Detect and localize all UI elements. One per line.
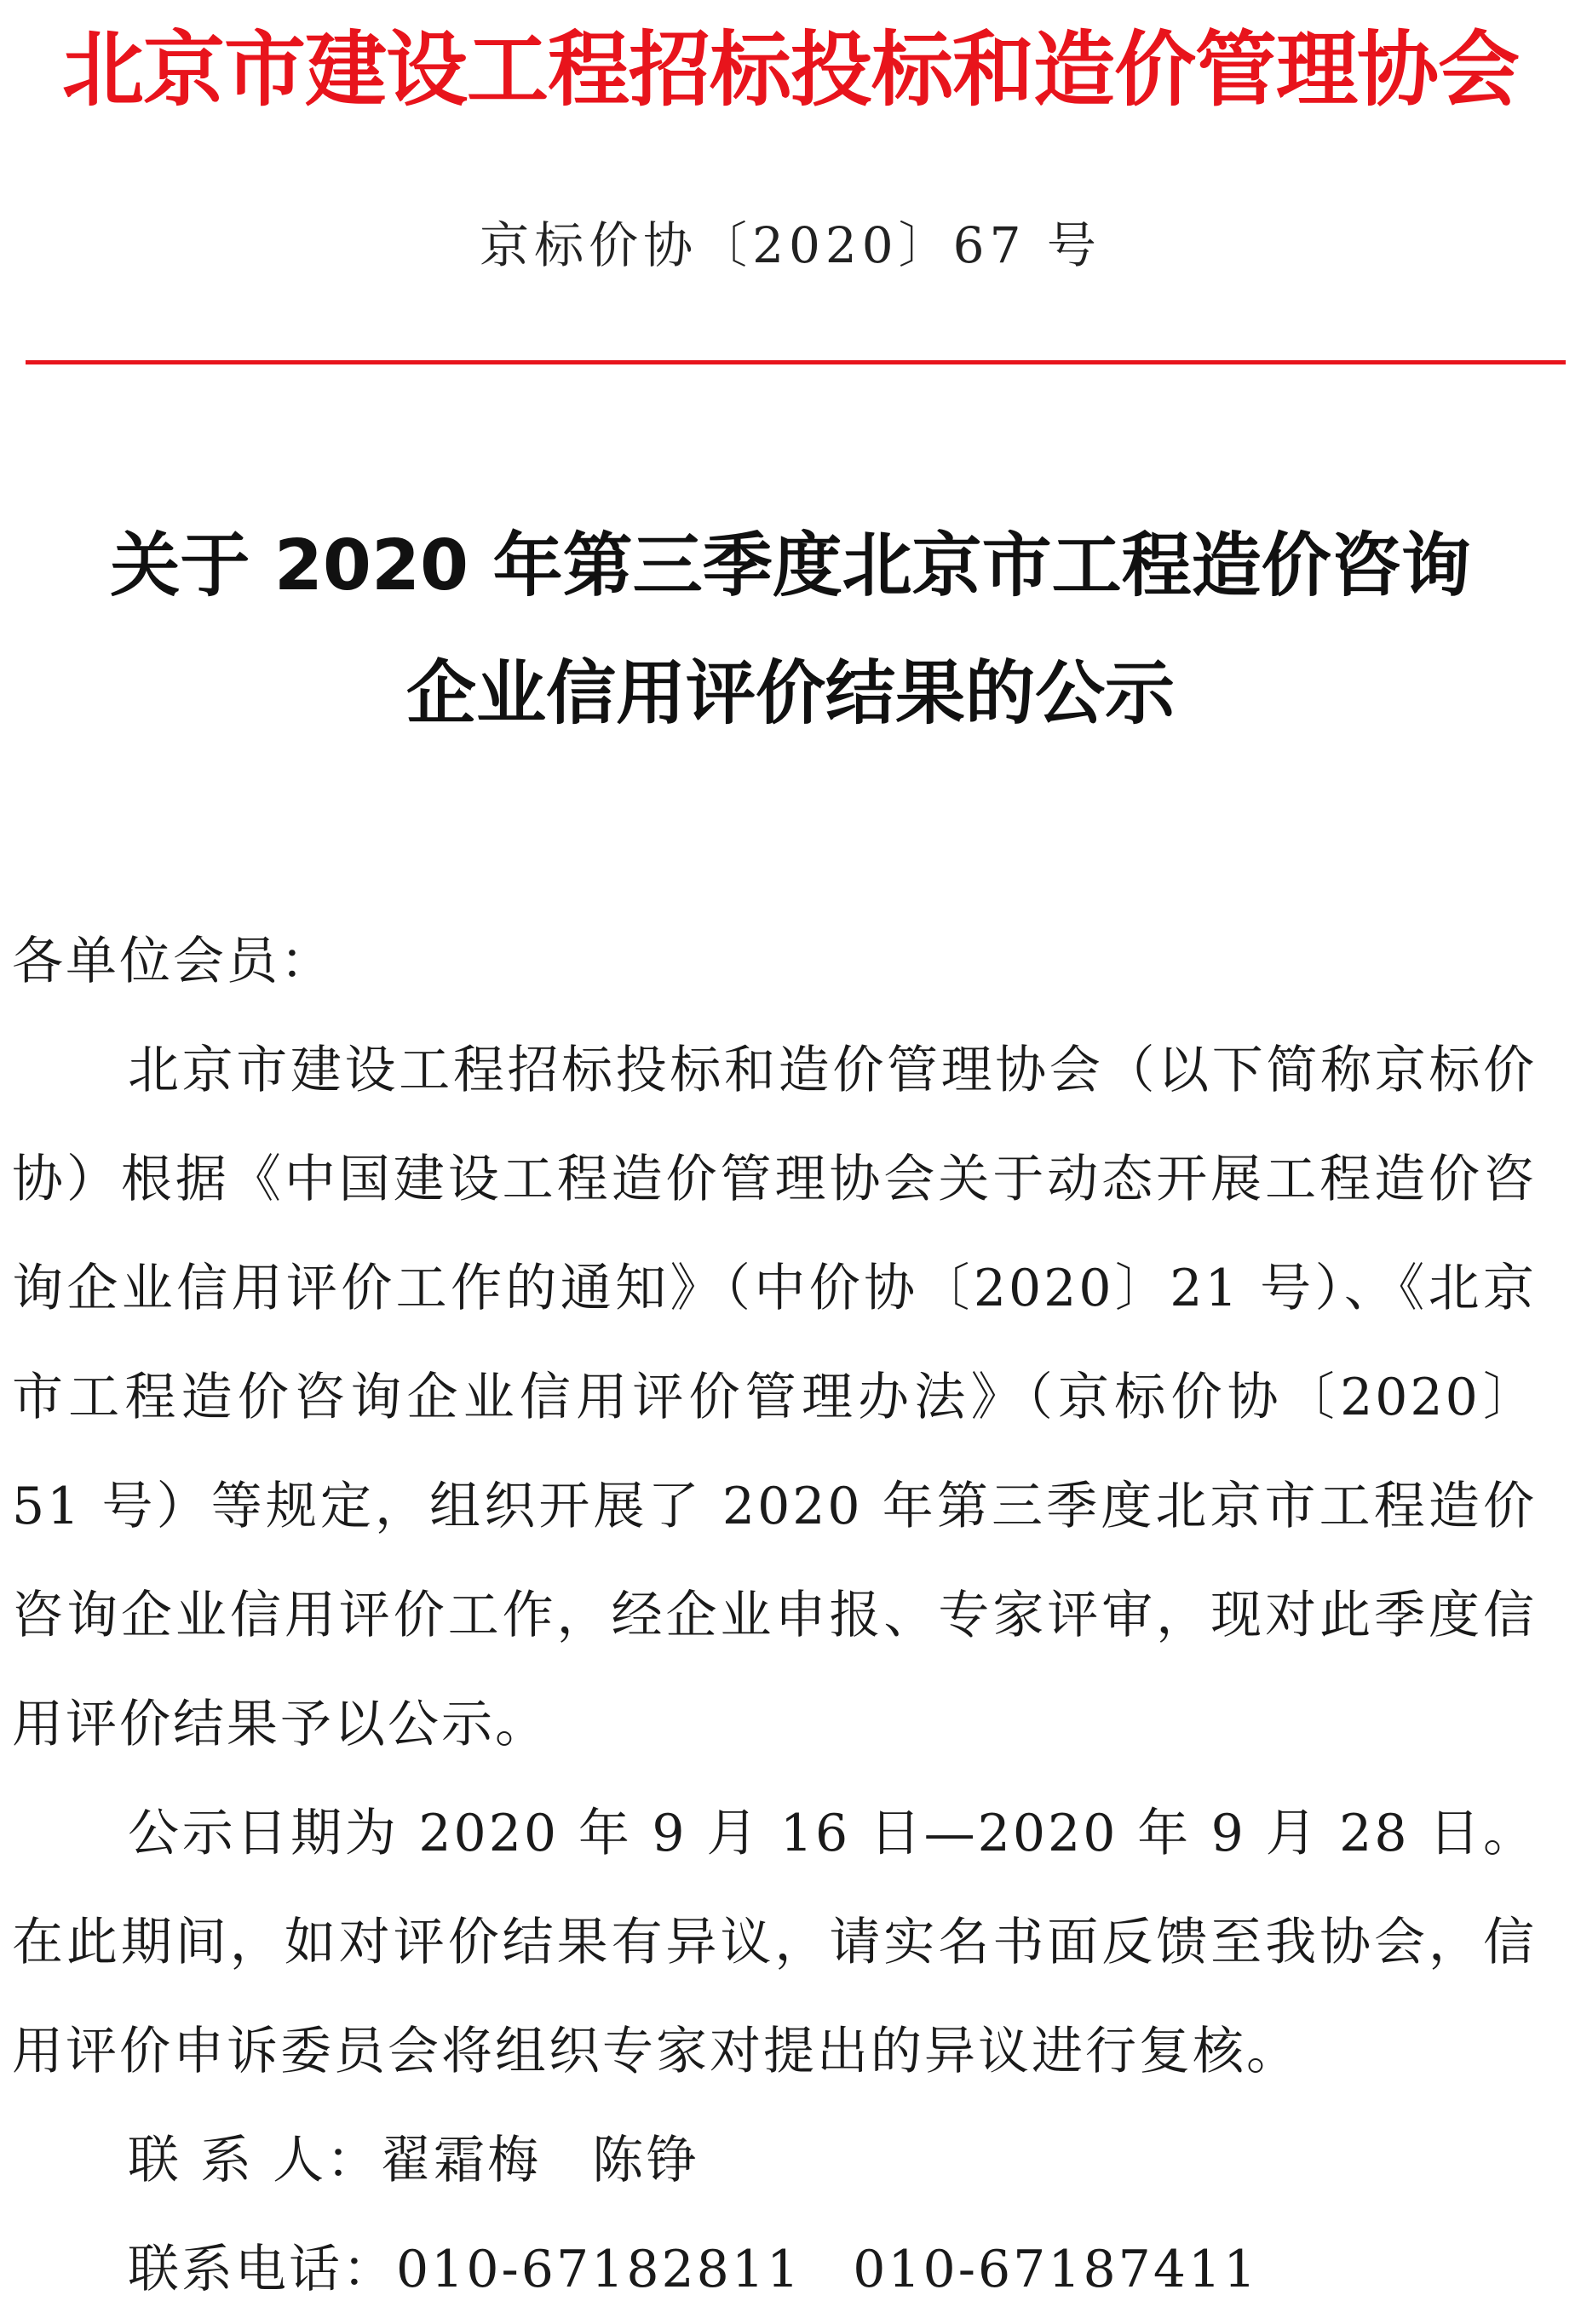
header-divider xyxy=(26,360,1566,364)
body-paragraph-1: 北京市建设工程招标投标和造价管理协会（以下简称京标价协）根据《中国建设工程造价管理协会关于动态开展工程造价咨询企业信用评价工作的通知》（中价协〔2020〕21 号）、《北京市工程造价咨询企业信用评价管理办法》（京标价协〔2020〕51 号）等规定，组织开展了 2020 年第三季度北京市工程造价咨询企业信用评价工作，经企业申报、专家评审，现对此季度信用评价结果予以公示。 xyxy=(12,1041,1537,1754)
contact-person-line xyxy=(12,2106,1537,2215)
contact-person-1: 翟霜梅 xyxy=(380,2131,542,2190)
contact-phone-1: 010-67182811 xyxy=(396,2240,802,2299)
document-body xyxy=(12,907,1537,2324)
body-paragraph-2: 公示日期为 2020 年 9 月 16 日—2020 年 9 月 28 日。在此期间，如对评价结果有异议，请实名书面反馈至我协会，信用评价申诉委员会将组织专家对提出的异议进行复核。 xyxy=(12,1804,1537,2081)
contact-phone-label: 联系电话： xyxy=(128,2240,396,2299)
contact-person-label: 联 系 人： xyxy=(128,2131,381,2190)
document-title xyxy=(0,502,1581,758)
contact-phone-line xyxy=(12,2215,1537,2324)
salutation: 各单位会员： xyxy=(12,932,334,991)
contact-phone-2: 010-67187411 xyxy=(853,2240,1259,2299)
organization-header: 北京市建设工程招标投标和造价管理协会 xyxy=(62,21,1519,118)
title-line-1: 关于 2020 年第三季度北京市工程造价咨询 xyxy=(110,525,1471,606)
contact-person-2: 陈铮 xyxy=(592,2131,700,2190)
title-line-2: 企业信用评价结果的公示 xyxy=(405,653,1175,734)
document-number: 京标价协〔2020〕67 号 xyxy=(480,216,1101,274)
